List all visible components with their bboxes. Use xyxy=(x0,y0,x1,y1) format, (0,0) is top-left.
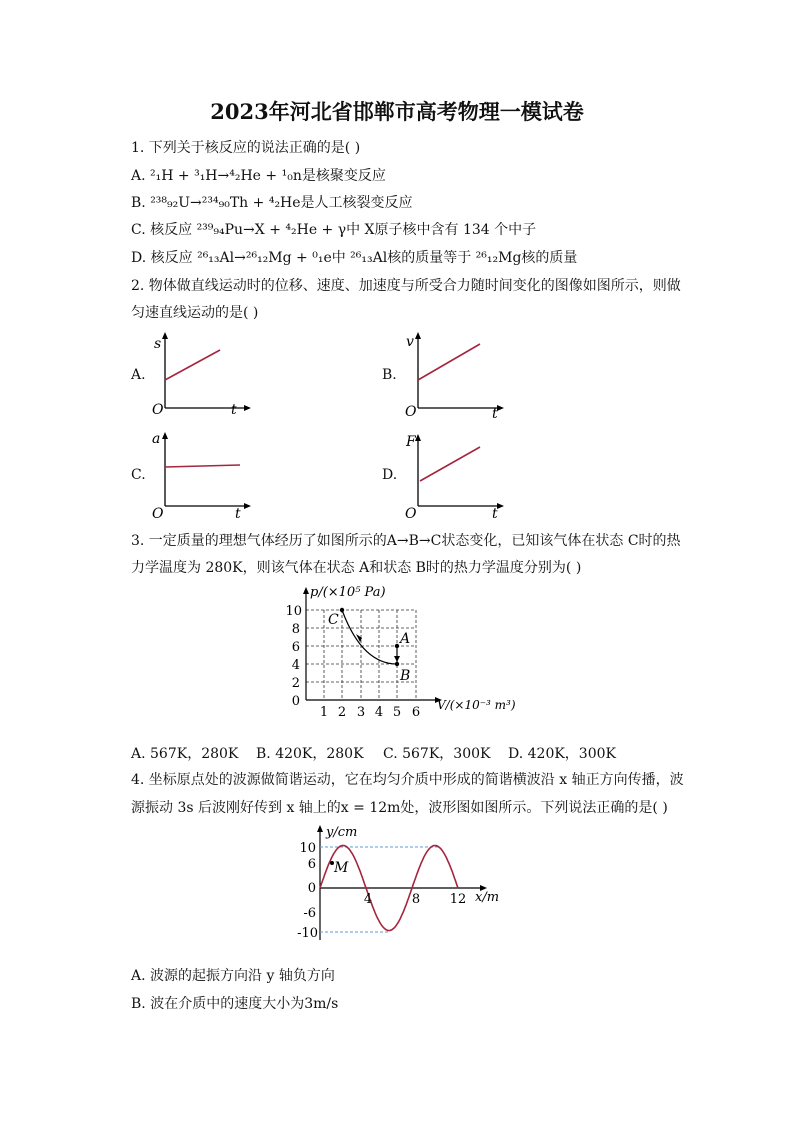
q2-graph-b-label: B. xyxy=(382,367,397,383)
q4-option-b: B. 波在介质中的速度大小为3m/s xyxy=(131,996,339,1012)
q2-stem-line1: 2. 物体做直线运动时的位移、速度、加速度与所受合力随时间变化的图像如图所示，则做 xyxy=(131,278,681,294)
q2-graph-c-origin: O xyxy=(152,506,164,520)
q3-ytick-0: 0 xyxy=(291,694,300,709)
q3-stem-line1: 3. 一定质量的理想气体经历了如图所示的A→B→C状态变化，已知该气体在状态 C时的热 xyxy=(131,533,681,549)
q3-xtick-2: 2 xyxy=(337,705,347,720)
q2-graph-d-line xyxy=(420,447,480,481)
q4-ytick-0: 0 xyxy=(307,881,316,896)
q3-xtick-4: 4 xyxy=(374,705,384,720)
q1-option-b: B. ²³⁸₉₂U→²³⁴₉₀Th + ⁴₂He是人工核裂变反应 xyxy=(131,195,413,211)
q2-graph-b-xaxis: t xyxy=(492,406,498,418)
q3-curve-cb xyxy=(342,610,397,664)
q2-graph-d-yaxis: F xyxy=(406,434,416,450)
q3-ytick-10: 10 xyxy=(285,604,302,619)
q3-xtick-5: 5 xyxy=(392,705,402,720)
q2-graph-b-line xyxy=(418,344,480,380)
q2-graph-d-label: D. xyxy=(382,467,398,483)
q4-xtick-4: 4 xyxy=(363,892,373,907)
q3-pv-diagram xyxy=(282,582,517,722)
q3-xtick-6: 6 xyxy=(411,705,421,720)
q2-graph-c-label: C. xyxy=(131,467,146,483)
q4-xtick-12: 12 xyxy=(449,892,467,907)
q3-option-b: B. 420K，280K xyxy=(256,746,364,762)
q2-graph-d-xaxis: t xyxy=(492,506,498,522)
q4-ytick-neg6: -6 xyxy=(303,906,316,921)
q3-ytick-6: 6 xyxy=(291,640,300,655)
q2-graph-d-origin: O xyxy=(405,506,417,522)
q4-point-m: M xyxy=(334,860,349,876)
q4-ytick-neg10: -10 xyxy=(297,926,318,941)
q3-xtick-3: 3 xyxy=(356,705,366,720)
q4-ytick-10: 10 xyxy=(299,841,316,856)
q3-point-a: A xyxy=(400,631,411,647)
page-title: 2023年河北省邯郸市高考物理一模试卷 xyxy=(210,99,584,124)
q4-stem-line2: 源振动 3s 后波刚好传到 x 轴上的x = 12m处，波形图如图所示。下列说法正确的是( ) xyxy=(131,800,668,816)
q1-option-d: D. 核反应 ²⁶₁₃Al→²⁶₁₂Mg + ⁰₁e中 ²⁶₁₃Al核的质量等于 ²⁶₁₂Mg核的质量 xyxy=(131,250,578,266)
q3-point-c: C xyxy=(328,612,339,628)
q3-xlabel: V/(×10⁻³ m³) xyxy=(437,698,516,712)
q2-graph-b-yaxis: v xyxy=(406,334,414,350)
q3-ylabel: p/(×10⁵ Pa) xyxy=(310,585,386,600)
q3-point-b: B xyxy=(400,668,411,684)
q1-option-a: A. ²₁H + ³₁H→⁴₂He + ¹₀n是核聚变反应 xyxy=(131,168,386,184)
q4-stem-line1: 4. 坐标原点处的波源做简谐运动，它在均匀介质中形成的简谐横波沿 x 轴正方向传播，波 xyxy=(131,772,684,788)
q2-graph-b-origin: O xyxy=(405,404,417,418)
q2-graph-a-origin: O xyxy=(152,402,164,418)
q2-graph-c xyxy=(145,428,255,520)
q3-stem-line2: 力学温度为 280K，则该气体在状态 A和状态 B时的热力学温度分别为( ) xyxy=(131,560,582,576)
q4-option-a: A. 波源的起振方向沿 y 轴负方向 xyxy=(131,968,335,984)
q2-graph-a-yaxis: s xyxy=(154,336,162,352)
q3-option-d: D. 420K，300K xyxy=(508,746,616,762)
q2-graph-c-yaxis: a xyxy=(152,431,161,447)
q4-wave-diagram xyxy=(290,822,505,944)
q3-option-c: C. 567K，300K xyxy=(383,746,491,762)
q3-ytick-2: 2 xyxy=(291,676,300,691)
q2-graph-c-xaxis: t xyxy=(235,506,241,520)
q2-graph-a-line xyxy=(165,350,220,380)
q2-graph-a-label: A. xyxy=(131,367,146,383)
q2-graph-c-line xyxy=(165,465,240,467)
q3-xtick-1: 1 xyxy=(319,705,329,720)
q1-stem: 1. 下列关于核反应的说法正确的是( ) xyxy=(131,140,361,156)
q2-stem-line2: 匀速直线运动的是( ) xyxy=(131,305,259,321)
q2-graph-d xyxy=(398,430,508,522)
q2-graph-b xyxy=(398,330,508,418)
q1-option-c: C. 核反应 ²³⁹₉₄Pu→X + ⁴₂He + γ中 X原子核中含有 134 个中子 xyxy=(131,222,537,238)
q3-ytick-8: 8 xyxy=(291,622,300,637)
q4-xtick-8: 8 xyxy=(411,892,421,907)
q2-graph-a xyxy=(145,330,255,418)
q4-xlabel: x/m xyxy=(475,890,500,905)
q4-ytick-6: 6 xyxy=(307,857,316,872)
q2-graph-a-xaxis: t xyxy=(231,402,237,418)
q4-ylabel: y/cm xyxy=(326,825,358,840)
q3-option-a: A. 567K，280K xyxy=(131,746,239,762)
q3-ytick-4: 4 xyxy=(291,658,300,673)
